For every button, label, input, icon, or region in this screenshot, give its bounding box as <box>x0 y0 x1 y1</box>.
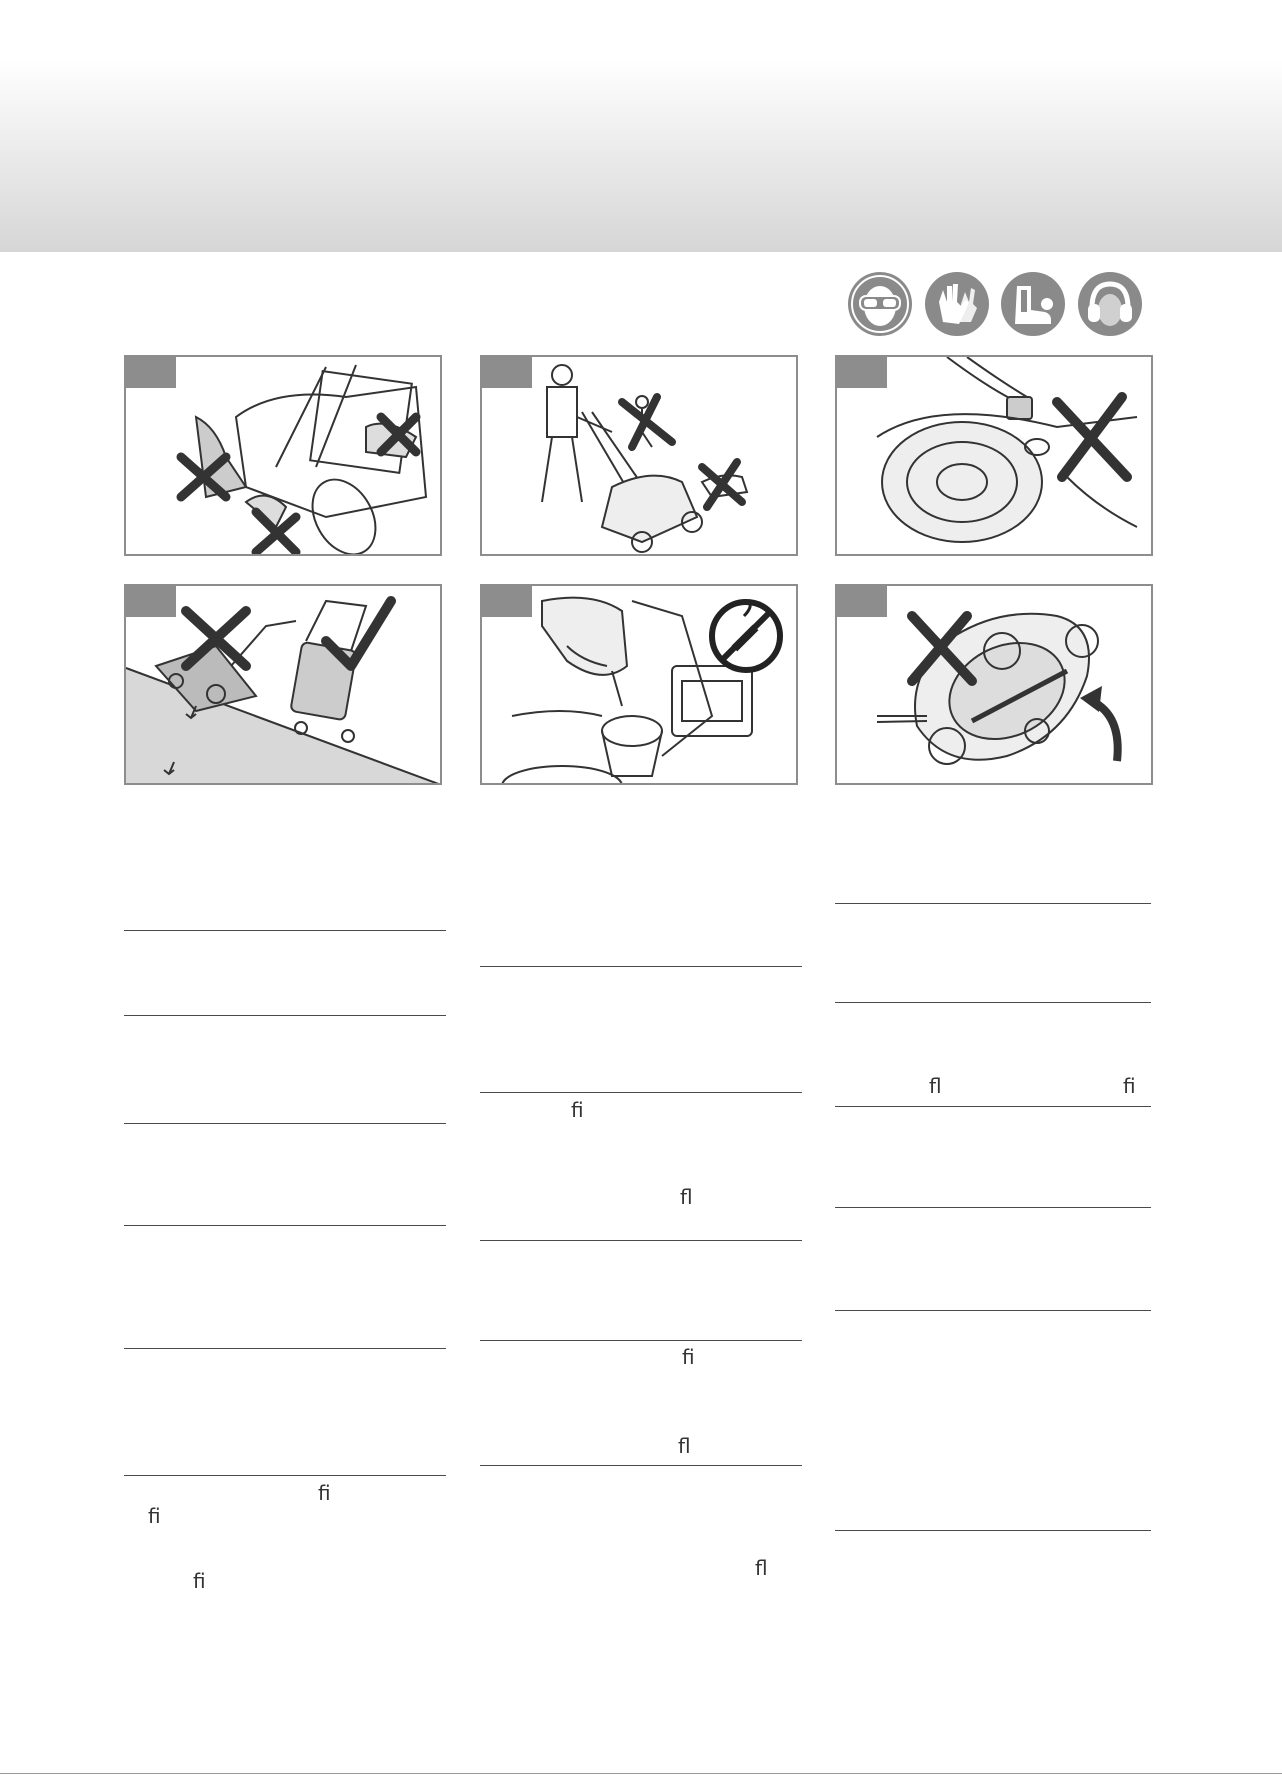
mow-across-slope-icon <box>126 586 442 785</box>
illustration-panel-2 <box>480 355 798 556</box>
ppe-icon-row <box>848 272 1144 338</box>
header-band <box>0 60 1282 252</box>
ligature-glyph: ﬁ <box>318 1481 331 1505</box>
illustration-panel-3 <box>835 355 1153 556</box>
ligature-glyph: ﬁ <box>1123 1074 1136 1098</box>
section-divider <box>124 1123 446 1124</box>
ligature-glyph: ﬂ <box>929 1074 942 1098</box>
section-divider <box>835 1207 1151 1208</box>
ear-protection-icon <box>1078 272 1142 336</box>
section-divider <box>835 903 1151 904</box>
ligature-glyph: ﬁ <box>193 1569 206 1593</box>
ligature-glyph: ﬁ <box>148 1504 161 1528</box>
ligature-glyph: ﬂ <box>678 1434 691 1458</box>
section-divider <box>480 1465 802 1466</box>
section-divider <box>480 1240 802 1241</box>
illustration-panel-4 <box>124 584 442 785</box>
section-divider <box>480 1340 802 1341</box>
illustration-panel-5 <box>480 584 798 785</box>
ligature-glyph: ﬂ <box>755 1556 768 1580</box>
illustration-panel-1 <box>124 355 442 556</box>
safety-boots-icon <box>1001 272 1065 336</box>
section-divider <box>835 1106 1151 1107</box>
safety-gloves-icon <box>925 272 989 336</box>
ligature-glyph: ﬁ <box>571 1098 584 1122</box>
section-divider <box>124 930 446 931</box>
section-divider <box>124 1015 446 1016</box>
no-refuel-hot-engine-icon <box>837 357 1153 556</box>
section-divider <box>835 1310 1151 1311</box>
section-divider <box>835 1002 1151 1003</box>
safety-goggles-icon <box>848 272 912 336</box>
footer-rule <box>0 1773 1282 1774</box>
section-divider <box>124 1225 446 1226</box>
ligature-glyph: ﬂ <box>680 1185 693 1209</box>
section-divider <box>480 966 802 967</box>
no-smoking-refuel-icon <box>482 586 798 785</box>
children-pets-keep-away-icon <box>482 357 798 556</box>
section-divider <box>124 1475 446 1476</box>
hands-feet-near-blade-prohibited-icon <box>126 357 442 556</box>
do-not-tilt-mower-icon <box>837 586 1153 785</box>
ligature-glyph: ﬁ <box>682 1345 695 1369</box>
section-divider <box>124 1348 446 1349</box>
illustration-panel-6 <box>835 584 1153 785</box>
section-divider <box>480 1092 802 1093</box>
section-divider <box>835 1530 1151 1531</box>
